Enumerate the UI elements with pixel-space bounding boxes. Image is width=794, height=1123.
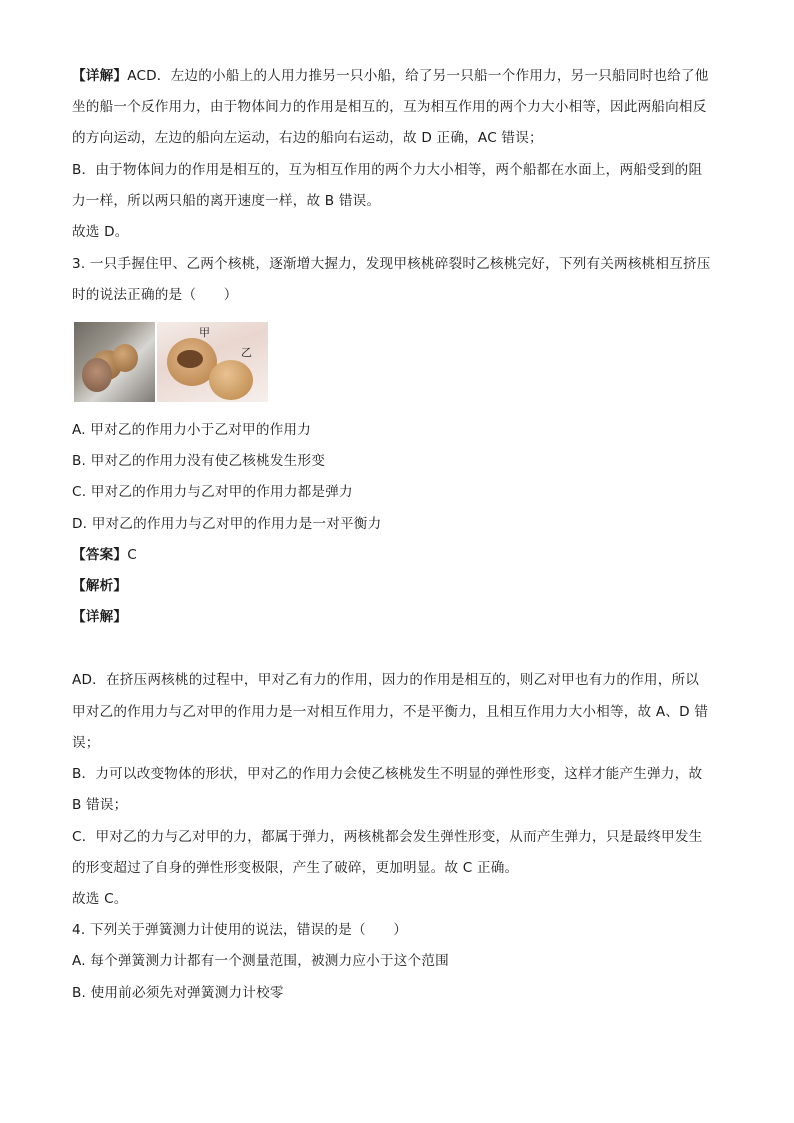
answer-line xyxy=(72,545,137,565)
detail-line xyxy=(72,607,127,627)
section-tag: 【详解】 xyxy=(72,68,128,84)
explanation-line-3: 误； xyxy=(72,735,100,751)
option-b: B. 甲对乙的作用力没有使乙核桃发生形变 xyxy=(72,453,326,469)
line-3: 的方向运动，左边的船向左运动，右边的船向右运动，故 D 正确，AC 错误； xyxy=(72,130,543,146)
line-5: 力一样，所以两只船的离开速度一样，故 B 错误。 xyxy=(72,193,381,209)
question-4-option-a: A. 每个弹簧测力计都有一个测量范围，被测力应小于这个范围 xyxy=(72,953,449,969)
line-2: 坐的船一个反作用力，由于物体间力的作用是相互的，互为相互作用的两个力大小相等，因此两船向相反 xyxy=(72,99,707,115)
line-text: ACD．左边的小船上的人用力推另一只小船，给了另一只船一个作用力，另一只船同时也给了他 xyxy=(127,68,709,84)
label-yi: 乙 xyxy=(241,346,252,359)
conclusion-line: 故选 C。 xyxy=(72,891,128,907)
detail-tag: 【详解】 xyxy=(72,609,128,625)
answer-tag: 【答案】 xyxy=(72,547,128,563)
walnut-photos xyxy=(74,322,268,402)
option-d: D. 甲对乙的作用力与乙对甲的作用力是一对平衡力 xyxy=(72,516,382,532)
explanation-line-6: C．甲对乙的力与乙对甲的力，都属于弹力，两核桃都会发生弹性形变，从而产生弹力，只是最终甲发生 xyxy=(72,829,703,845)
hand-holding-walnuts-photo xyxy=(74,322,155,402)
cracked-walnuts-photo xyxy=(157,322,268,402)
hand-shape xyxy=(82,358,112,392)
explanation-line-2: 甲对乙的作用力与乙对甲的作用力是一对相互作用力，不是平衡力，且相互作用力大小相等，故 A、D 错 xyxy=(72,704,709,720)
walnut-yi-shape xyxy=(209,360,253,400)
walnut-shape xyxy=(112,344,138,372)
label-jia: 甲 xyxy=(199,326,210,339)
analysis-tag: 【解析】 xyxy=(72,578,128,594)
option-a: A. 甲对乙的作用力小于乙对甲的作用力 xyxy=(72,422,312,438)
line-6: 故选 D。 xyxy=(72,224,129,240)
walnut-crack-shape xyxy=(177,350,203,368)
question-4-option-b: B. 使用前必须先对弹簧测力计校零 xyxy=(72,985,284,1001)
explanation-line-4: B．力可以改变物体的形状，甲对乙的作用力会使乙核桃发生不明显的弹性形变，这样才能产生弹力，故 xyxy=(72,766,703,782)
explanation-line-7: 的形变超过了自身的弹性形变极限，产生了破碎，更加明显。故 C 正确。 xyxy=(72,860,519,876)
option-c: C. 甲对乙的作用力与乙对甲的作用力都是弹力 xyxy=(72,484,353,500)
question-3-line-1: 3. 一只手握住甲、乙两个核桃，逐渐增大握力，发现甲核桃碎裂时乙核桃完好，下列有关两核桃相互挤压 xyxy=(72,256,711,272)
question-3-line-2: 时的说法正确的是（ ） xyxy=(72,287,238,303)
explanation-line-5: B 错误； xyxy=(72,797,128,813)
answer-text: C xyxy=(127,547,137,563)
line-4: B．由于物体间力的作用是相互的，互为相互作用的两个力大小相等，两个船都在水面上，两船受到的阻 xyxy=(72,162,703,178)
question-4-line: 4. 下列关于弹簧测力计使用的说法，错误的是（ ） xyxy=(72,922,408,938)
analysis-line xyxy=(72,576,127,596)
explanation-line-1: AD．在挤压两核桃的过程中，甲对乙有力的作用，因力的作用是相互的，则乙对甲也有力的作用，所以 xyxy=(72,672,700,688)
line-1 xyxy=(72,66,709,86)
